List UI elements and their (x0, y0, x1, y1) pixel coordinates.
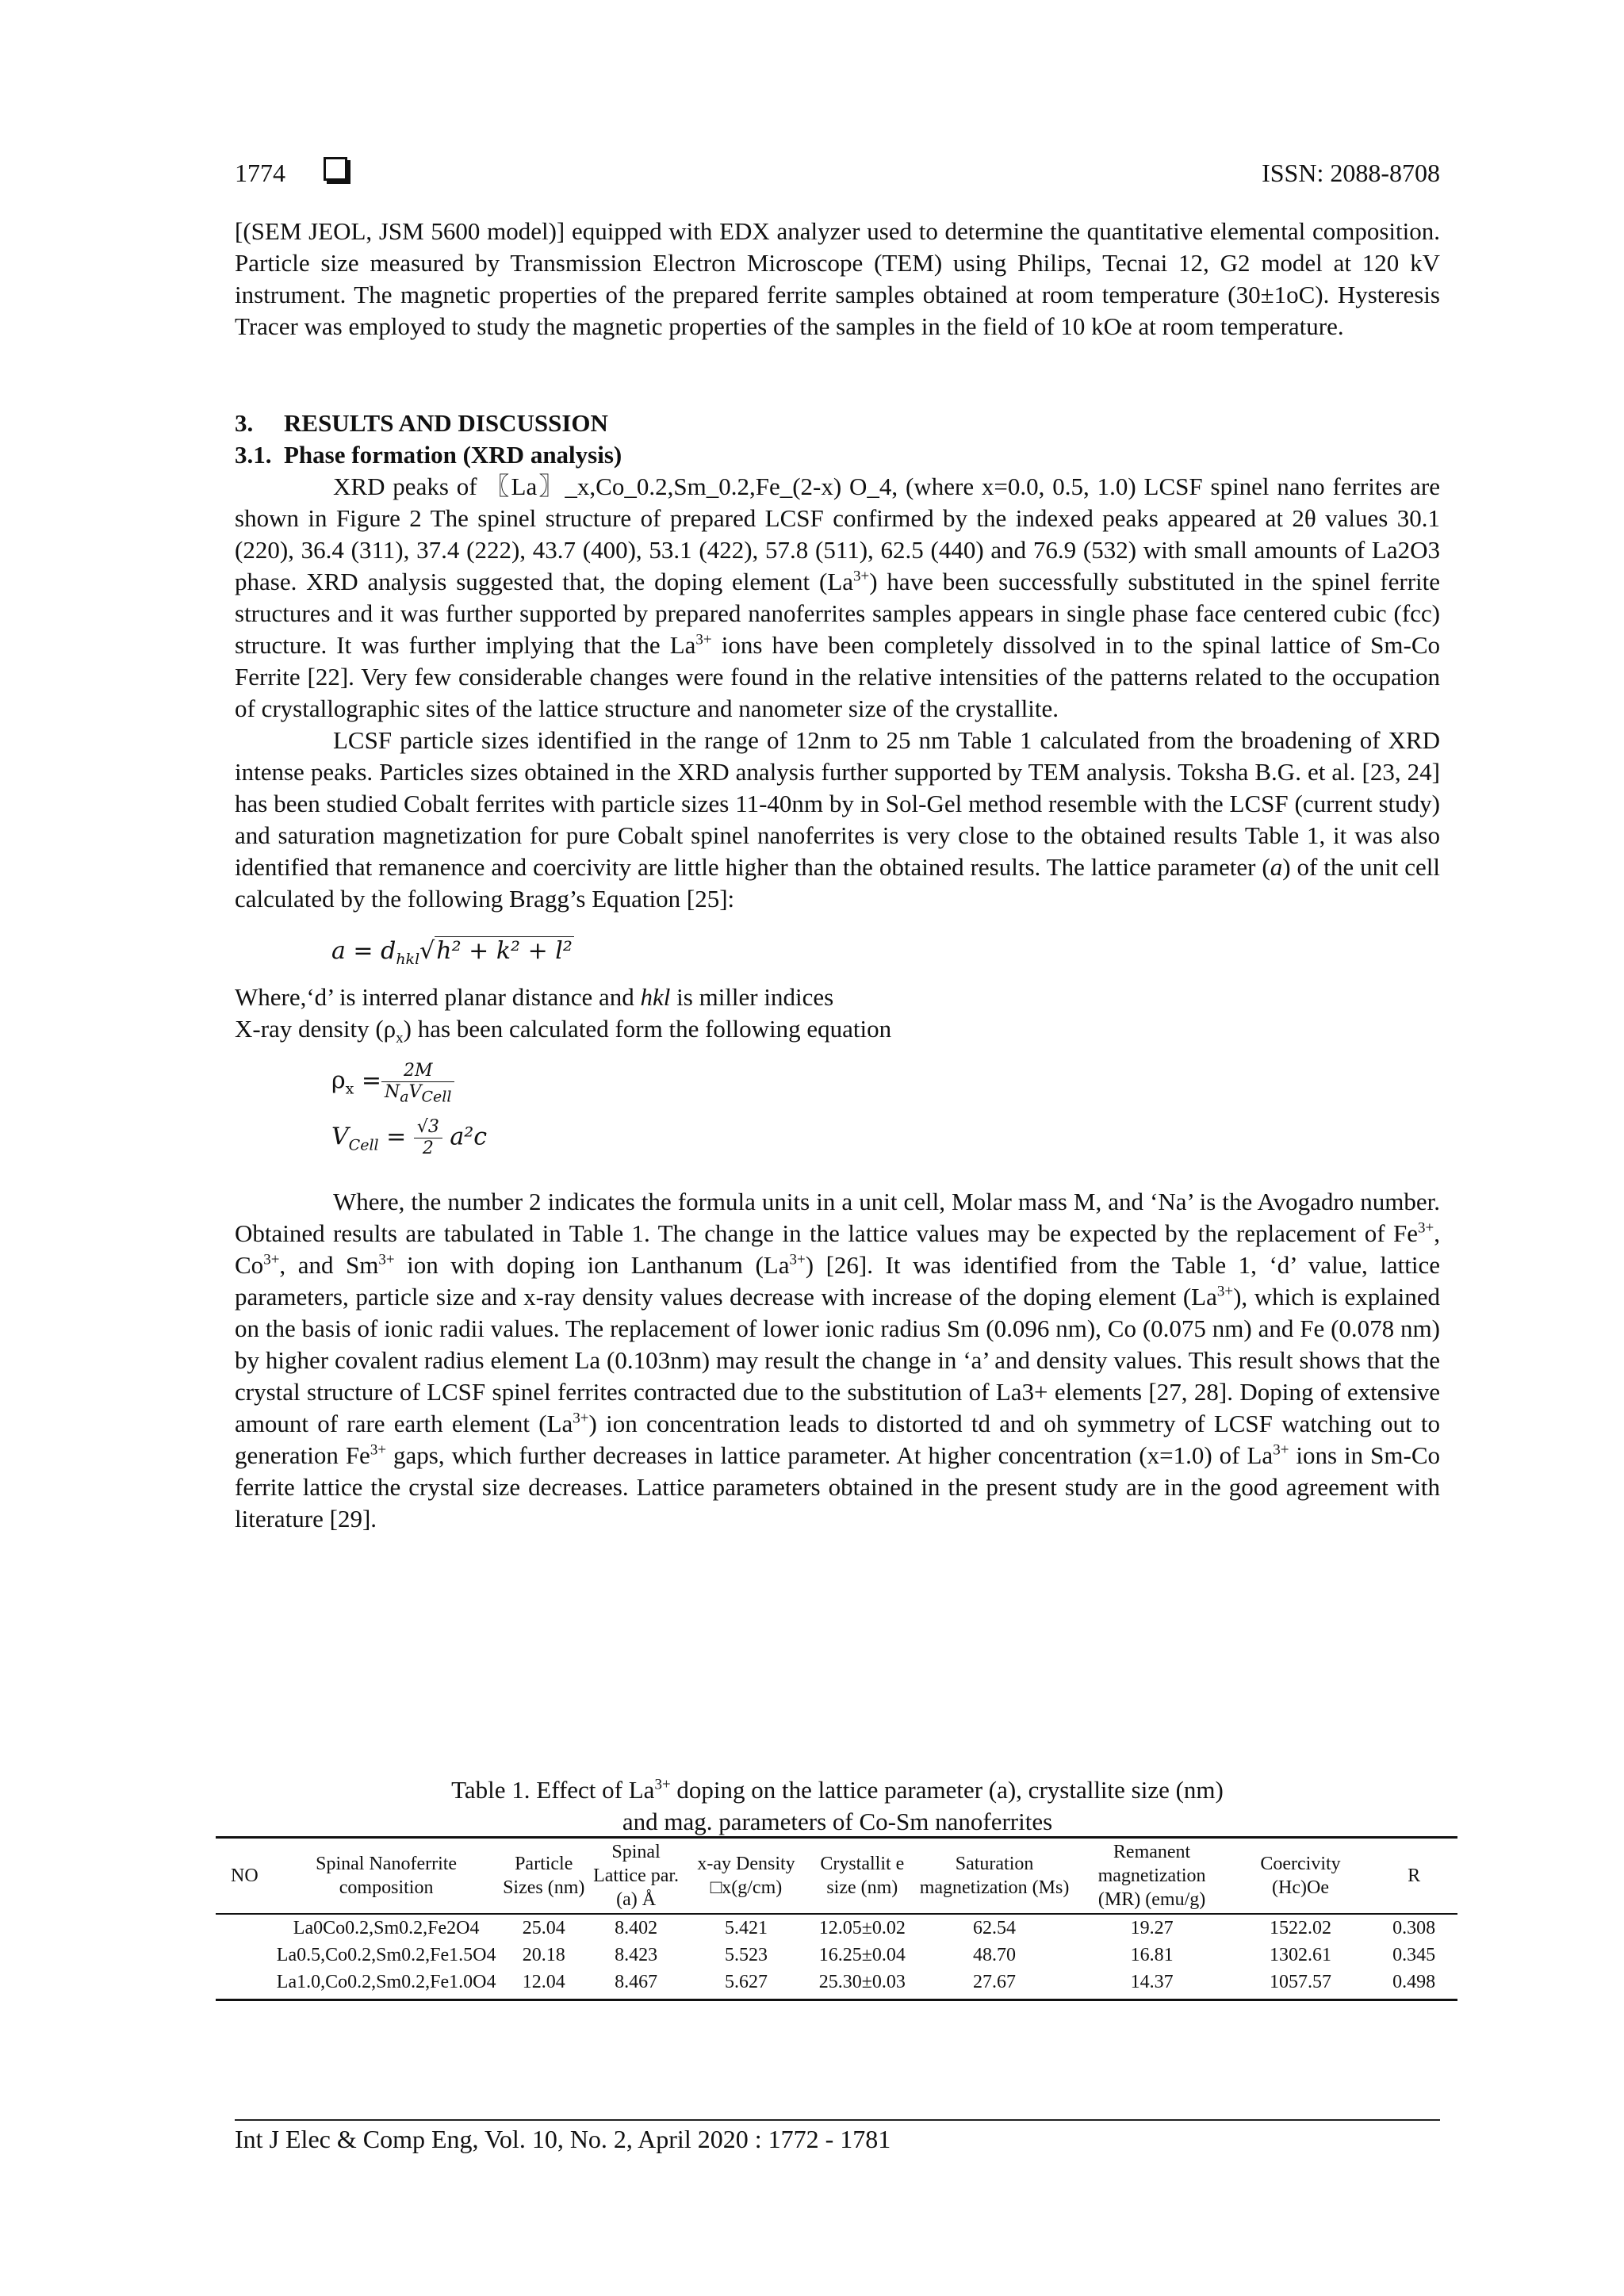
square-bullet-icon (324, 157, 347, 181)
col-header-remanent: Remanent magnetization (MR) (emu/g) (1073, 1838, 1231, 1915)
subsection-number: 3.1. (235, 441, 272, 469)
equation-xray-density: $\rho_x$ = $\frac{2M}{\text{NaVCell}}$ (331, 1061, 1440, 1103)
paragraph-particle-size: LCSF particle sizes identified in the range of 12nm to 25 nm Table 1 calculated from the broadening of XRD intense peaks. Particles sizes obtained in the XRD analysis further supported by TEM analysis. Toksha B.G. et al. [23, 24] has been studied Cobalt ferrites with particle sizes 11-40nm by in Sol-Gel method resemble with the LCSF (current study) and saturation magnetization for pure Cobalt spinel nanoferrites is very close to the obtained results Table 1, it was also identified that remanence and coercivity are little higher than the obtained results. The lattice parameter (a) of the unit cell calculated by the following Bragg’s Equation [25]: (235, 726, 1440, 913)
col-header-crystallite: Crystallit e size (nm) (809, 1838, 916, 1915)
section-heading (235, 408, 1440, 439)
table-row: La1.0,Co0.2,Sm0.2,Fe1.0O4 12.04 8.467 5.627 25.30±0.03 27.67 14.37 1057.57 0.498 (216, 1969, 1457, 2000)
equation-bragg: $a = d_{hkl}√h^2 + k^2 + l^2$ (331, 937, 573, 968)
fraction: $\frac{√3}{2}$ (414, 1117, 442, 1159)
paragraph-xrd: XRD peaks of 〖La〗_x,Co_0.2,Sm_0.2,Fe_(2-x) O_4, (where x=0.0, 0.5, 1.0) LCSF spinel nano ferrites are shown in Figure 2 The spinel structure of prepared LCSF confirmed by the indexed peaks appeared at 2θ values 30.1 (220), 36.4 (311), 37.4 (222), 43.7 (400), 53.1 (422), 57.8 (511), 62.5 (440) and 76.9 (532) with small amounts of La2O3 phase. XRD analysis suggested that, the doping element $(La^{3+})$ have been successfully substituted in the spinel ferrite structures and it was further supported by prepared nanoferrites samples appears in single phase face centered cubic (fcc) structure. It was further implying that the $La^{3+}$ ions have been completely dissolved in to the spinal lattice of Sm-Co Ferrite [22]. Very few considerable changes were found in the relative intensities of the patterns related to the occupation of crystallographic sites of the lattice structure and nanometer size of the crystallite. (235, 473, 1440, 722)
running-header (235, 155, 1440, 193)
table-caption: Table 1. Effect of $La^{3+}$ doping on the lattice parameter (a), crystallite size (nm) and mag. parameters of Co-Sm nanoferrites (451, 1776, 1224, 1835)
subsection-heading (235, 439, 1440, 471)
subsection-title: Phase formation (XRD analysis) (284, 441, 622, 469)
data-table (216, 1836, 1457, 2001)
footer-rule (235, 2119, 1440, 2121)
where-line: Where,‘d’ is interred planar distance and hkl is miller indices (235, 983, 834, 1011)
paragraph-results: Where, the number 2 indicates the formula units in a unit cell, Molar mass M, and ‘Na’ is the Avogadro number. Obtained results are tabulated in Table 1. The change in the lattice values may be expected by the replacement of $Fe^{3+}$, $Co^{3+}$, and $Sm^{3+}$ ion with doping ion Lanthanum $(La^{3+})$ [26]. It was identified from the Table 1, ‘d’ value, lattice parameters, particle size and x-ray density values decrease with increase of the doping element $(La^{3+})$, which is explained on the basis of ionic radii values. The replacement of lower ionic radius Sm (0.096 nm), Co (0.075 nm) and Fe (0.078 nm) by higher covalent radius element La (0.103nm) may result the change in ‘a’ and density values. This result shows that the crystal structure of LCSF spinel ferrites contracted due to the substitution of La3+ elements [27, 28]. Doping of extensive amount of rare earth element $(La^{3+})$ ion concentration leads to distorted td and oh symmetry of LCSF watching out to generation $Fe^{3+}$ gaps, which further decreases in lattice parameter. At higher concentration (x=1.0) of $La^{3+}$ ions in Sm-Co ferrite lattice the crystal size decreases. Lattice parameters obtained in the present study are in the good agreement with literature [29]. (235, 1188, 1441, 1533)
table-row: La0.5,Co0.2,Sm0.2,Fe1.5O4 20.18 8.423 5.523 16.25±0.04 48.70 16.81 1302.61 0.345 (276, 1945, 1436, 1965)
col-header-coercivity: Coercivity (Hc)Oe (1231, 1838, 1370, 1915)
col-header-saturation: Saturation magnetization (Ms) (916, 1838, 1074, 1915)
col-header-lattice: Spinal Lattice par. (a) Å (588, 1838, 684, 1915)
running-footer: Int J Elec & Comp Eng, Vol. 10, No. 2, April 2020 : 1772 - 1781 (235, 2125, 891, 2153)
col-header-r: R (1370, 1838, 1457, 1915)
col-header-density: x-ay Density □x(g/cm) (684, 1838, 809, 1915)
section-number: 3. (235, 409, 254, 437)
section-title: RESULTS AND DISCUSSION (284, 409, 608, 437)
main-text (235, 216, 1440, 1535)
table-header-row (216, 1838, 1457, 1915)
equation-cell-volume: $V_{Cell}$ = $\frac{√3}{2}$ a²c (331, 1117, 488, 1158)
intro-paragraph: [(SEM JEOL, JSM 5600 model)] equipped with EDX analyzer used to determine the quantitative elemental composition. Particle size measured by Transmission Electron Microscope (TEM) using Philips, Tecnai 12, G2 model at 120 kV instrument. The magnetic properties of the prepared ferrite samples obtained at room temperature (30±1oC). Hysteresis Tracer was employed to study the magnetic properties of the samples in the field of 10 kOe at room temperature. (235, 217, 1440, 340)
col-header-particle-size: Particle Sizes (nm) (499, 1838, 588, 1915)
issn-label: ISSN: 2088-8708 (1262, 159, 1440, 187)
xray-density-line: X-ray density $(\rho_x)$ has been calculated form the following equation (235, 1015, 892, 1047)
col-header-composition: Spinal Nanoferrite composition (274, 1838, 500, 1915)
page-number: 1774 (235, 159, 285, 187)
table-row: La0Co0.2,Sm0.2,Fe2O4 25.04 8.402 5.421 12.05±0.02 62.54 19.27 1522.02 0.308 (293, 1918, 1436, 1938)
col-header-no: NO (216, 1838, 274, 1915)
fraction: $\frac{2M}{\text{NaVCell}}$ (381, 1061, 454, 1103)
